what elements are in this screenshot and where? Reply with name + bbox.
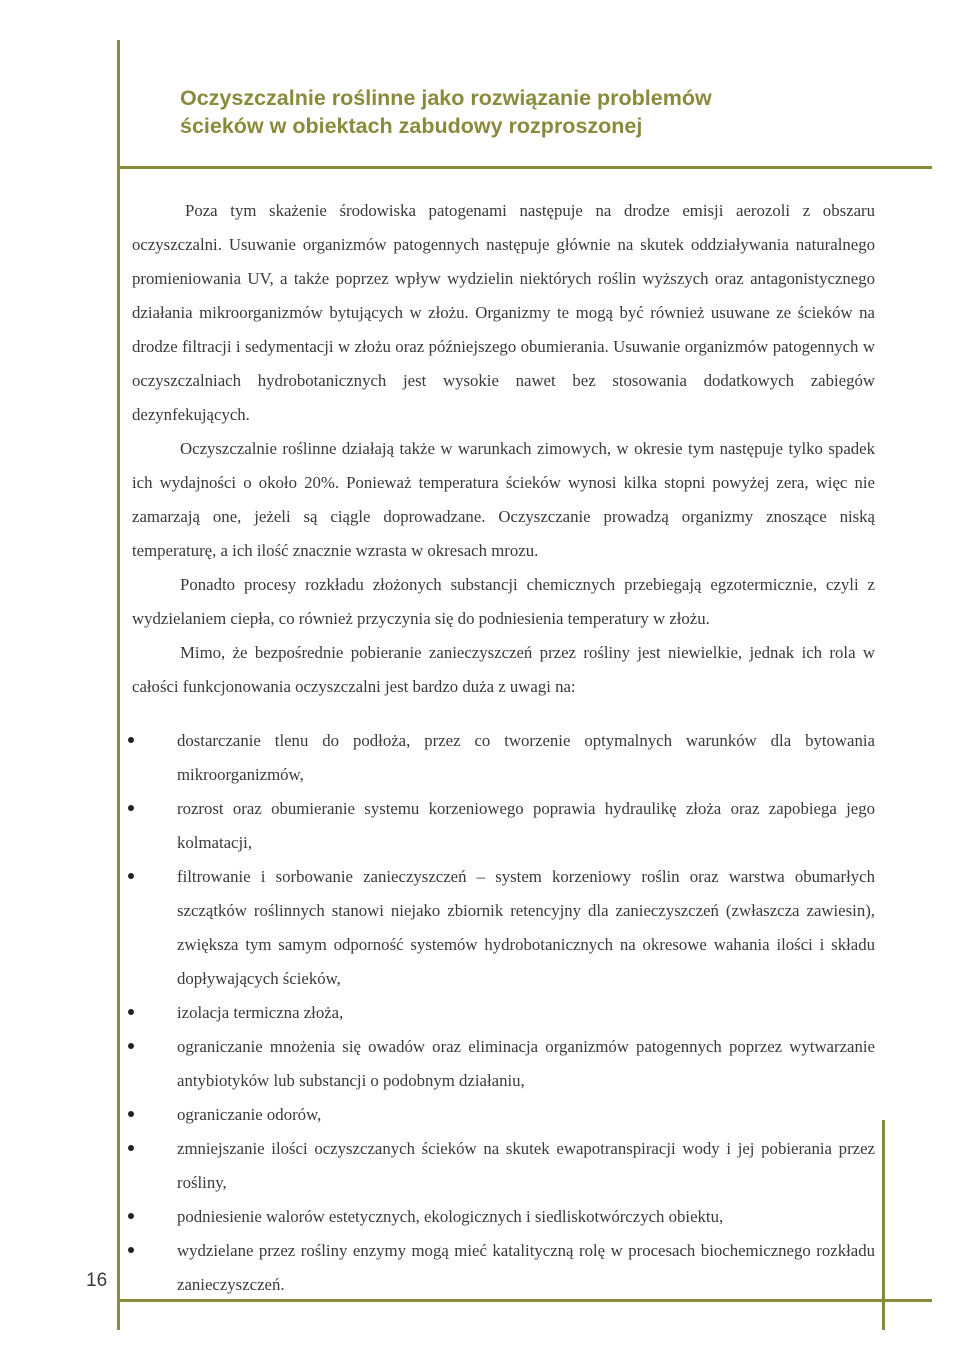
bullet-dot-icon <box>128 737 134 743</box>
list-item-text: ograniczanie odorów, <box>177 1105 322 1124</box>
left-vertical-rule <box>117 40 120 1330</box>
list-item-text: dostarczanie tlenu do podłoża, przez co tworzenie optymalnych warunków dla bytowania mikroorganizmów, <box>177 731 875 784</box>
list-item <box>132 1098 875 1132</box>
bullet-dot-icon <box>128 1111 134 1117</box>
list-item-text: podniesienie walorów estetycznych, ekologicznych i siedliskotwórczych obiektu, <box>177 1207 724 1226</box>
list-item-text: filtrowanie i sorbowanie zanieczyszczeń – system korzeniowy roślin oraz warstwa obumarłych szczątków roślinnych stanowi niejako zbiornik retencyjny dla zanieczyszczeń (zwłaszcza zawiesin), zwiększa tym samym odporność systemów hydrobotanicznych na okresowe wahania ilości i składu dopływających ścieków, <box>177 867 875 988</box>
bullet-dot-icon <box>128 805 134 811</box>
list-item <box>132 724 875 792</box>
list-item <box>132 792 875 860</box>
page-title <box>180 84 880 140</box>
header-horizontal-rule <box>117 166 932 169</box>
paragraph-4: Mimo, że bezpośrednie pobieranie zanieczyszczeń przez rośliny jest niewielkie, jednak ich rola w całości funkcjonowania oczyszczalni jest bardzo duża z uwagi na: <box>132 643 875 696</box>
bullet-dot-icon <box>128 1213 134 1219</box>
list-item-text: ograniczanie mnożenia się owadów oraz eliminacja organizmów patogennych poprzez wytwarzanie antybiotyków lub substancji o podobnym działaniu, <box>177 1037 875 1090</box>
bullet-list <box>132 724 875 1302</box>
list-item <box>132 860 875 996</box>
bullet-dot-icon <box>128 1145 134 1151</box>
list-item-text: wydzielane przez rośliny enzymy mogą mieć katalityczną rolę w procesach biochemicznego rozkładu zanieczyszczeń. <box>177 1241 875 1294</box>
list-item-text: rozrost oraz obumieranie systemu korzeniowego poprawia hydraulikę złoża oraz zapobiega jego kolmatacji, <box>177 799 875 852</box>
list-item <box>132 1030 875 1098</box>
page-title-line-1: Oczyszczalnie roślinne jako rozwiązanie problemów <box>180 86 712 110</box>
bullet-dot-icon <box>128 1009 134 1015</box>
list-item <box>132 1200 875 1234</box>
paragraph-2: Oczyszczalnie roślinne działają także w warunkach zimowych, w okresie tym następuje tylko spadek ich wydajności o około 20%. Ponieważ temperatura ścieków wynosi kilka stopni powyżej zera, więc nie zamarzają one, jeżeli są ciągle doprowadzane. Oczyszczanie prowadzą organizmy znoszące niską temperaturę, a ich ilość znacznie wzrasta w okresach mrozu. <box>132 439 875 560</box>
page-title-line-2: ścieków w obiektach zabudowy rozproszonej <box>180 114 643 138</box>
paragraph-3: Ponadto procesy rozkładu złożonych substancji chemicznych przebiegają egzotermicznie, czyli z wydzielaniem ciepła, co również przyczynia się do podniesienia temperatury w złożu. <box>132 575 875 628</box>
bullet-dot-icon <box>128 1247 134 1253</box>
list-item <box>132 1132 875 1200</box>
bullet-dot-icon <box>128 1043 134 1049</box>
list-item-text: zmniejszanie ilości oczyszczanych ścieków na skutek ewapotranspiracji wody i jej pobierania przez rośliny, <box>177 1139 875 1192</box>
body-content <box>132 194 875 1302</box>
page-number: 16 <box>86 1270 108 1291</box>
list-item-text: izolacja termiczna złoża, <box>177 1003 344 1022</box>
bullet-dot-icon <box>128 873 134 879</box>
list-item <box>132 996 875 1030</box>
paragraph-1: Poza tym skażenie środowiska patogenami następuje na drodze emisji aerozoli z obszaru oczyszczalni. Usuwanie organizmów patogennych następuje głównie na skutek oddziaływania naturalnego promieniowania UV, a także poprzez wpływ wydzielin niektórych roślin wyższych oraz antagonistycznego działania mikroorganizmów bytujących w złożu. Organizmy te mogą być również usuwane ze ścieków na drodze filtracji i sedymentacji w złożu oraz późniejszego obumierania. Usuwanie organizmów patogennych w oczyszczalniach hydrobotanicznych jest wysokie nawet bez stosowania dodatkowych zabiegów dezynfekujących. <box>132 201 875 424</box>
list-item <box>132 1234 875 1302</box>
